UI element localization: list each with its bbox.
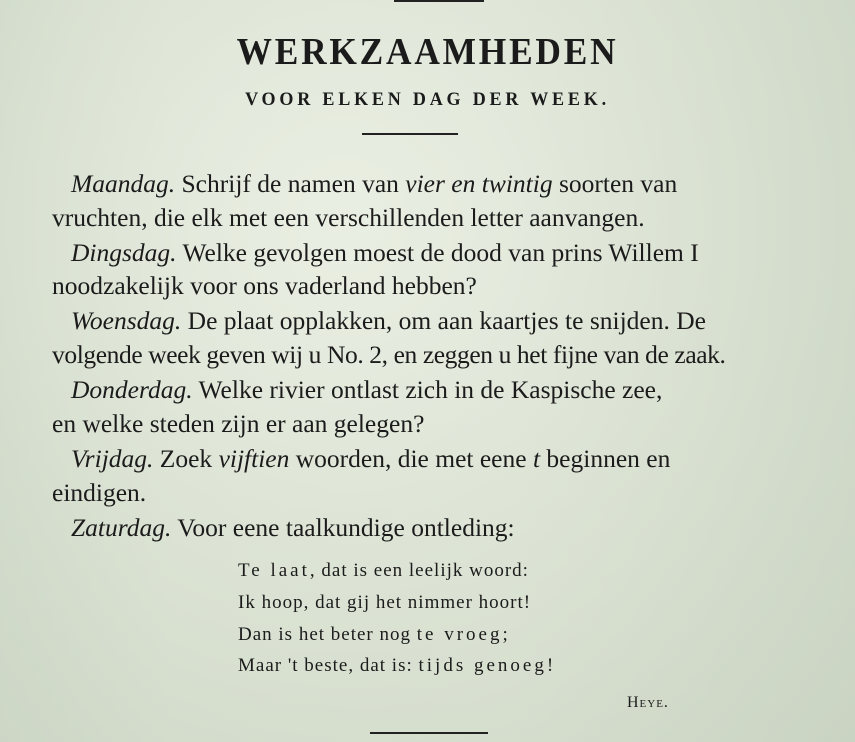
entry-text: woorden, die met eene (295, 444, 527, 473)
poem-spaced-text: te vroeg (416, 624, 503, 645)
entry-emphasis: vijftien (218, 444, 290, 473)
day-label-woensdag: Woensdag. (71, 306, 182, 335)
entry-text: beginnen en (546, 444, 671, 473)
poem-line-3 (238, 625, 509, 644)
entry-dingsdag-line-1 (71, 240, 699, 266)
day-label-maandag: Maandag. (71, 169, 176, 198)
entry-woensdag-line-1 (71, 308, 706, 334)
entry-maandag-line-2: vruchten, die elk met een verschillenden letter aanvangen. (52, 203, 645, 232)
entry-maandag-line-1 (71, 171, 677, 197)
entry-emphasis: t (532, 444, 541, 473)
page-subtitle: VOOR ELKEN DAG DER WEEK. (245, 89, 610, 110)
poem-text: ; (502, 624, 509, 645)
poem-line-1 (238, 561, 529, 580)
entry-emphasis: vier en twintig (405, 169, 553, 198)
entry-woensdag-line-2: volgende week geven wij u No. 2, en zeggen u het fijne van de zaak. (52, 340, 726, 369)
top-divider-rule (394, 0, 484, 2)
title-divider-rule (362, 133, 458, 135)
poem-text: Maar 't beste, dat is: (238, 655, 419, 676)
entry-text: Zoek (159, 444, 213, 473)
entry-zaturdag-line-1 (71, 515, 515, 541)
poem-text: ! (546, 655, 555, 676)
bottom-divider-rule (370, 732, 488, 734)
entry-text: Schrijf de namen van (181, 169, 399, 198)
poem-text: , dat is een leelijk woord: (309, 560, 529, 581)
entry-vrijdag-line-1 (71, 446, 670, 472)
poem-spaced-text: Te laat (238, 560, 310, 581)
entry-dingsdag-line-2: noodzakelijk voor ons vaderland hebben? (52, 271, 477, 300)
entry-donderdag-line-1 (71, 377, 662, 403)
poem-spaced-text: tijds genoeg (418, 655, 547, 676)
page-title: WERKZAAMHEDEN (236, 31, 619, 73)
entry-text: Voor eene taalkundige ontleding: (177, 513, 515, 542)
entry-text: Welke gevolgen moest de dood van prins Willem I (182, 238, 699, 267)
entry-text: De plaat opplakken, om aan kaartjes te snijden. De (187, 306, 706, 335)
entry-vrijdag-line-2: eindigen. (52, 478, 147, 507)
entry-text: soorten van (558, 169, 678, 198)
poem-author: Heye. (627, 694, 669, 711)
poem-line-4 (238, 656, 554, 675)
day-label-vrijdag: Vrijdag. (71, 444, 154, 473)
day-label-zaturdag: Zaturdag. (71, 513, 172, 542)
poem-text: Dan is het beter nog (238, 624, 417, 645)
day-label-donderdag: Donderdag. (71, 375, 193, 404)
entry-donderdag-line-2: en welke steden zijn er aan gelegen? (52, 409, 425, 438)
entry-text: Welke rivier ontlast zich in de Kaspische zee, (198, 375, 663, 404)
day-label-dingsdag: Dingsdag. (71, 238, 177, 267)
poem-line-2: Ik hoop, dat gij het nimmer hoort! (238, 592, 532, 613)
